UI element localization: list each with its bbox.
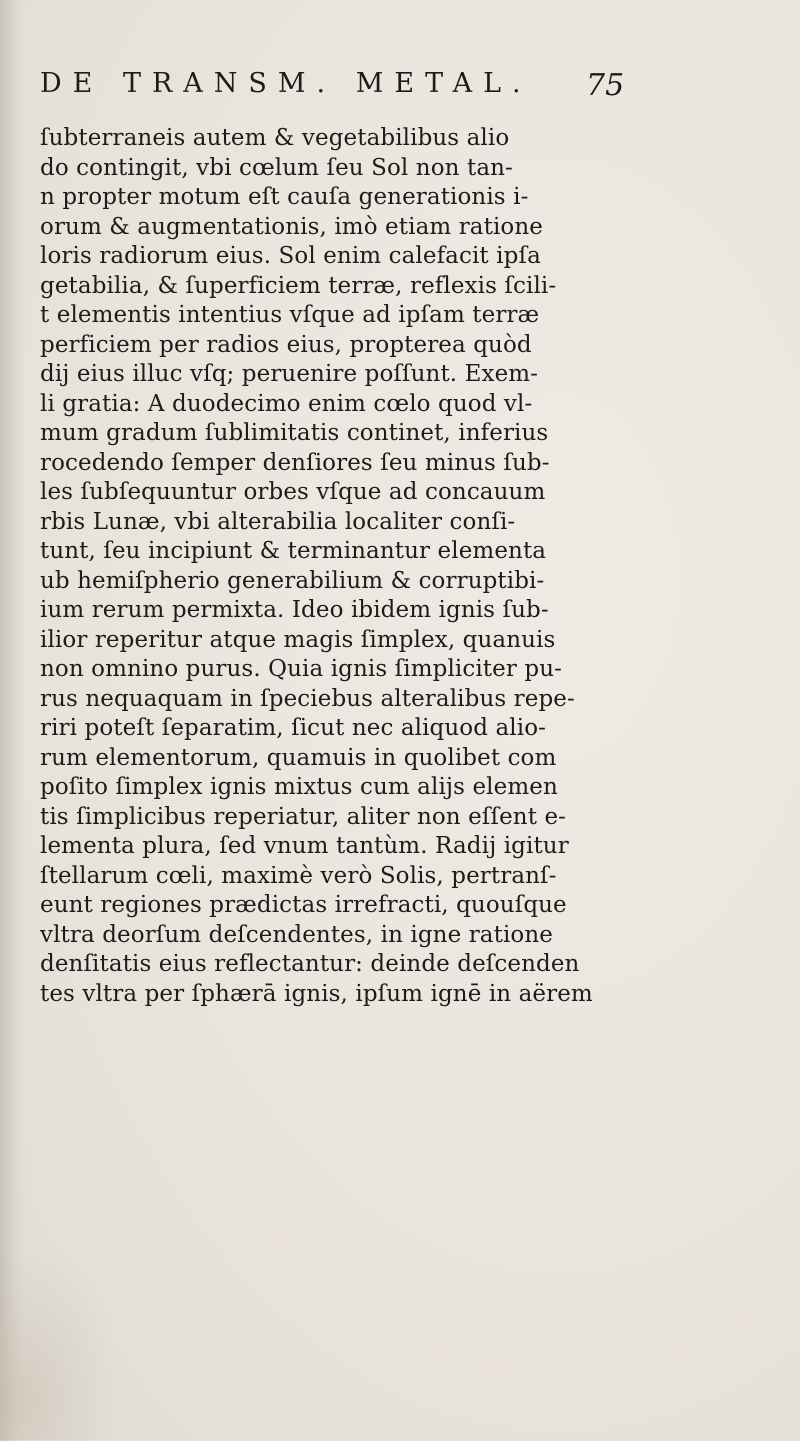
text-line: riri poteſt ſeparatim, ſicut nec aliquod alio- [40,715,547,741]
text-line: poſito ſimplex ignis mixtus cum alijs elemen [40,774,558,800]
text-line: non omnino purus. Quia ignis ſimpliciter pu- [40,656,562,682]
text-line: rum elementorum, quamuis in quolibet com [40,744,557,771]
text-line: ium rerum permixta. Ideo ibidem ignis ſub- [40,597,549,623]
body-text [40,124,800,1009]
text-line: ſtellarum cœli, maximè verò Solis, pertranſ- [40,862,557,889]
page-number: 75 [586,68,625,103]
text-line: mum gradum ſublimitatis continet, inferius [40,420,549,446]
text-line: ſubterraneis autem & vegetabilibus alio [40,125,510,151]
text-line: do contingit, vbi cœlum ſeu Sol non tan- [40,154,513,181]
text-line: tunt, ſeu incipiunt & terminantur elementa [40,538,547,564]
text-line: denſitatis eius reflectantur: deinde deſcenden [40,951,580,977]
text-line: getabilia, & ſuperficiem terræ, reflexis ſcili- [40,272,557,299]
text-line: les ſubſequuntur orbes vſque ad concauum [40,479,546,505]
text-line: lementa plura, ſed vnum tantùm. Radij igitur [40,833,569,859]
text-line: n propter motum eſt cauſa generationis i- [40,184,529,210]
text-line: loris radiorum eius. Sol enim calefacit ipſa [40,243,541,269]
text-line: dij eius illuc vſq; peruenire poſſunt. Exem- [40,361,539,387]
text-line: t elementis intentius vſque ad ipſam terræ [40,302,540,328]
running-title: DE TRANSM. METAL. [40,68,532,99]
text-line: ub hemiſpherio generabilium & corruptibi- [40,567,545,594]
running-header [40,68,780,118]
text-line: eunt regiones prædictas irrefracti, quouſque [40,892,567,918]
text-line: rbis Lunæ, vbi alterabilia localiter conſi- [40,508,516,535]
text-line: tes vltra per ſphærā ignis, ipſum ignē in aërem [40,980,593,1007]
text-line: perficiem per radios eius, propterea quòd [40,331,532,358]
text-line: orum & augmentationis, imò etiam ratione [40,213,543,240]
text-line: li gratia: A duodecimo enim cœlo quod vl- [40,390,533,417]
text-line: rocedendo ſemper denſiores ſeu minus ſub- [40,449,550,476]
page-gutter-shadow [0,0,26,1441]
text-line: vltra deorſum deſcendentes, in igne ratione [40,921,553,948]
text-line: tis ſimplicibus reperiatur, aliter non eſſent e- [40,803,567,830]
text-line: rus nequaquam in ſpeciebus alteralibus repe- [40,685,575,712]
text-line: ilior reperitur atque magis ſimplex, quanuis [40,626,556,653]
page-stain [0,1240,120,1440]
